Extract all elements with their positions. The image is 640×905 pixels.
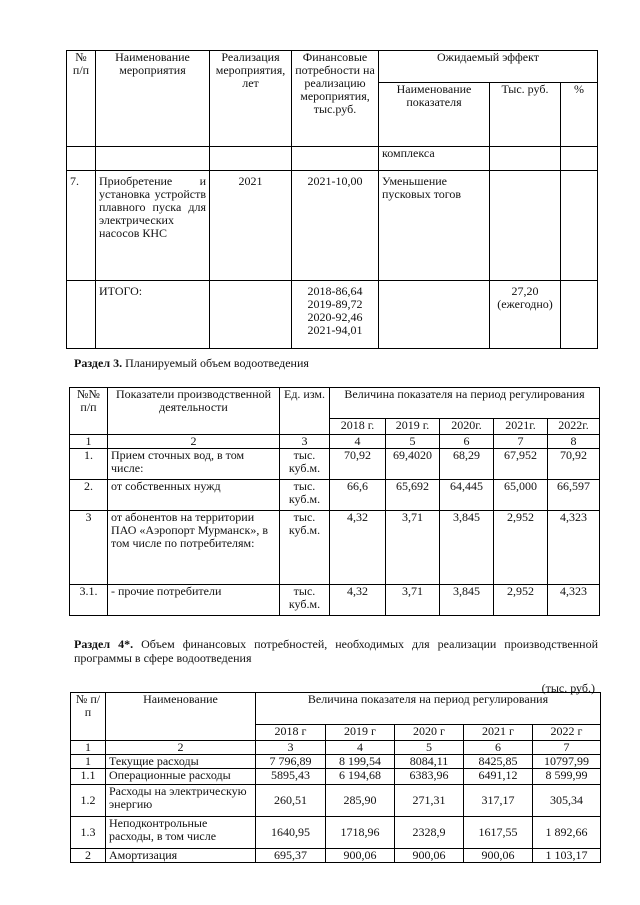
row-num: 1.1 bbox=[71, 769, 106, 785]
section-3-heading bbox=[74, 356, 309, 370]
table-row bbox=[71, 769, 601, 785]
header-value: Величина показателя на период регулирования bbox=[256, 693, 601, 725]
header-activity-name: Наименование мероприятия bbox=[96, 51, 210, 147]
units-note: (тыс. руб.) bbox=[541, 681, 595, 695]
row-value: 10797,99 bbox=[533, 755, 601, 769]
row-value: 3,845 bbox=[440, 585, 494, 616]
row-value: 5895,43 bbox=[256, 769, 326, 785]
row-num: 1. bbox=[70, 449, 108, 480]
column-number: 7 bbox=[533, 741, 601, 755]
header-year: 2020 г bbox=[395, 725, 464, 741]
section-4-label: Раздел 4*. bbox=[74, 637, 134, 651]
section-4-heading bbox=[74, 637, 598, 665]
row-value: 4,32 bbox=[330, 511, 386, 585]
row-value: 6491,12 bbox=[464, 769, 533, 785]
row-name: Расходы на электрическую энергию bbox=[106, 785, 256, 817]
header-year: 2020г. bbox=[440, 419, 494, 435]
header-thousand-rub: Тыс. руб. bbox=[490, 83, 561, 147]
row-value: 8425,85 bbox=[464, 755, 533, 769]
row-name: от абонентов на территории ПАО «Аэропорт Мурманск», в том числе по потребителям: bbox=[108, 511, 280, 585]
row-value: 2328,9 bbox=[395, 817, 464, 849]
activity-financial: 2021-10,00 bbox=[292, 171, 379, 281]
section-4-title: Объем финансовых потребностей, необходимых для реализации производственной программы в сфере водоотведения bbox=[74, 637, 598, 665]
row-value: 271,31 bbox=[395, 785, 464, 817]
row-value: 1 892,66 bbox=[533, 817, 601, 849]
table-row bbox=[70, 511, 600, 585]
header-financial-needs: Финансовые потребности на реализацию мероприятия, тыс.руб. bbox=[292, 51, 379, 147]
row-num: 2. bbox=[70, 480, 108, 511]
activities-table bbox=[66, 50, 598, 349]
row-value: 8 599,99 bbox=[533, 769, 601, 785]
row-value: 69,4020 bbox=[386, 449, 440, 480]
row-value: 900,06 bbox=[395, 849, 464, 863]
row-value: 67,952 bbox=[494, 449, 548, 480]
row-value: 8 199,54 bbox=[326, 755, 395, 769]
header-name: Наименование bbox=[106, 693, 256, 741]
header-percent: % bbox=[561, 83, 598, 147]
header-year: 2021 г bbox=[464, 725, 533, 741]
row-value: 4,323 bbox=[548, 585, 600, 616]
header-year: 2018 г bbox=[256, 725, 326, 741]
indicator-cell: Уменьшение пусковых тогов bbox=[379, 171, 490, 281]
row-value: 1640,95 bbox=[256, 817, 326, 849]
column-number: 7 bbox=[494, 435, 548, 449]
row-value: 6 194,68 bbox=[326, 769, 395, 785]
table-row bbox=[70, 449, 600, 480]
header-expected-effect: Ожидаемый эффект bbox=[379, 51, 598, 83]
column-number: 2 bbox=[108, 435, 280, 449]
row-value: 900,06 bbox=[326, 849, 395, 863]
header-year: 2019 г. bbox=[386, 419, 440, 435]
row-value: 1617,55 bbox=[464, 817, 533, 849]
row-value: 2,952 bbox=[494, 511, 548, 585]
row-value: 70,92 bbox=[330, 449, 386, 480]
header-year: 2019 г bbox=[326, 725, 395, 741]
row-value: 65,692 bbox=[386, 480, 440, 511]
row-name: Прием сточных вод, в том числе: bbox=[108, 449, 280, 480]
row-value: 4,32 bbox=[330, 585, 386, 616]
header-implementation: Реализация мероприятия, лет bbox=[210, 51, 292, 147]
header-year: 2021г. bbox=[494, 419, 548, 435]
activity-year: 2021 bbox=[210, 171, 292, 281]
total-label: ИТОГО: bbox=[96, 281, 210, 349]
column-number-row bbox=[71, 741, 601, 755]
header-year: 2018 г. bbox=[330, 419, 386, 435]
column-number: 3 bbox=[280, 435, 330, 449]
row-name: - прочие потребители bbox=[108, 585, 280, 616]
column-number-row bbox=[70, 435, 600, 449]
column-number: 1 bbox=[71, 741, 106, 755]
row-name: от собственных нужд bbox=[108, 480, 280, 511]
row-value: 64,445 bbox=[440, 480, 494, 511]
row-value: 66,6 bbox=[330, 480, 386, 511]
total-financial: 2018-86,64 2019-89,72 2020-92,46 2021-94,01 bbox=[292, 281, 379, 349]
row-value: 1 103,17 bbox=[533, 849, 601, 863]
row-value: 2,952 bbox=[494, 585, 548, 616]
table-row bbox=[70, 480, 600, 511]
row-value: 3,71 bbox=[386, 585, 440, 616]
row-value: 3,845 bbox=[440, 511, 494, 585]
row-value: 285,90 bbox=[326, 785, 395, 817]
column-number: 4 bbox=[330, 435, 386, 449]
row-value: 305,34 bbox=[533, 785, 601, 817]
column-number: 3 bbox=[256, 741, 326, 755]
row-value: 70,92 bbox=[548, 449, 600, 480]
financial-needs-table bbox=[70, 692, 601, 863]
row-unit: тыс. куб.м. bbox=[280, 585, 330, 616]
row-name: Операционные расходы bbox=[106, 769, 256, 785]
row-value: 66,597 bbox=[548, 480, 600, 511]
table-row bbox=[71, 849, 601, 863]
column-number: 6 bbox=[440, 435, 494, 449]
header-indicator-name: Наименование показателя bbox=[379, 83, 490, 147]
total-row bbox=[67, 281, 598, 349]
table-row bbox=[67, 147, 598, 171]
column-number: 6 bbox=[464, 741, 533, 755]
row-name: Текущие расходы bbox=[106, 755, 256, 769]
table-row bbox=[67, 171, 598, 281]
header-unit: Ед. изм. bbox=[280, 388, 330, 435]
row-value: 1718,96 bbox=[326, 817, 395, 849]
row-num: 7. bbox=[67, 171, 96, 281]
table-row bbox=[71, 785, 601, 817]
row-num: 3 bbox=[70, 511, 108, 585]
column-number: 8 bbox=[548, 435, 600, 449]
column-number: 5 bbox=[395, 741, 464, 755]
header-year: 2022г. bbox=[548, 419, 600, 435]
header-num: № п/п bbox=[67, 51, 96, 147]
row-unit: тыс. куб.м. bbox=[280, 480, 330, 511]
header-year: 2022 г bbox=[533, 725, 601, 741]
section-3-label: Раздел 3. bbox=[74, 356, 123, 370]
header-value: Величина показателя на период регулирования bbox=[330, 388, 600, 419]
row-value: 7 796,89 bbox=[256, 755, 326, 769]
column-number: 1 bbox=[70, 435, 108, 449]
row-num: 1.3 bbox=[71, 817, 106, 849]
table-row bbox=[70, 585, 600, 616]
row-value: 68,29 bbox=[440, 449, 494, 480]
row-unit: тыс. куб.м. bbox=[280, 449, 330, 480]
row-value: 317,17 bbox=[464, 785, 533, 817]
header-indicator: Показатели производственной деятельности bbox=[108, 388, 280, 435]
table-row bbox=[71, 817, 601, 849]
column-number: 2 bbox=[106, 741, 256, 755]
row-value: 900,06 bbox=[464, 849, 533, 863]
row-num: 3.1. bbox=[70, 585, 108, 616]
header-num: № п/п bbox=[71, 693, 106, 741]
header-num: №№ п/п bbox=[70, 388, 108, 435]
column-number: 5 bbox=[386, 435, 440, 449]
row-value: 260,51 bbox=[256, 785, 326, 817]
wastewater-volume-table bbox=[69, 387, 600, 616]
row-num: 2 bbox=[71, 849, 106, 863]
row-unit: тыс. куб.м. bbox=[280, 511, 330, 585]
row-name: Амортизация bbox=[106, 849, 256, 863]
activity-name: Приобретение и установка устройств плавного пуска для электрических насосов КНС bbox=[96, 171, 210, 281]
row-value: 65,000 bbox=[494, 480, 548, 511]
row-value: 3,71 bbox=[386, 511, 440, 585]
row-value: 6383,96 bbox=[395, 769, 464, 785]
indicator-cell: комплекса bbox=[379, 147, 490, 171]
row-num: 1 bbox=[71, 755, 106, 769]
row-name: Неподконтрольные расходы, в том числе bbox=[106, 817, 256, 849]
row-value: 695,37 bbox=[256, 849, 326, 863]
row-num: 1.2 bbox=[71, 785, 106, 817]
row-value: 8084,11 bbox=[395, 755, 464, 769]
section-3-title: Планируемый объем водоотведения bbox=[125, 356, 309, 370]
row-value: 4,323 bbox=[548, 511, 600, 585]
column-number: 4 bbox=[326, 741, 395, 755]
table-row bbox=[71, 755, 601, 769]
total-rub: 27,20 (ежегодно) bbox=[490, 281, 561, 349]
